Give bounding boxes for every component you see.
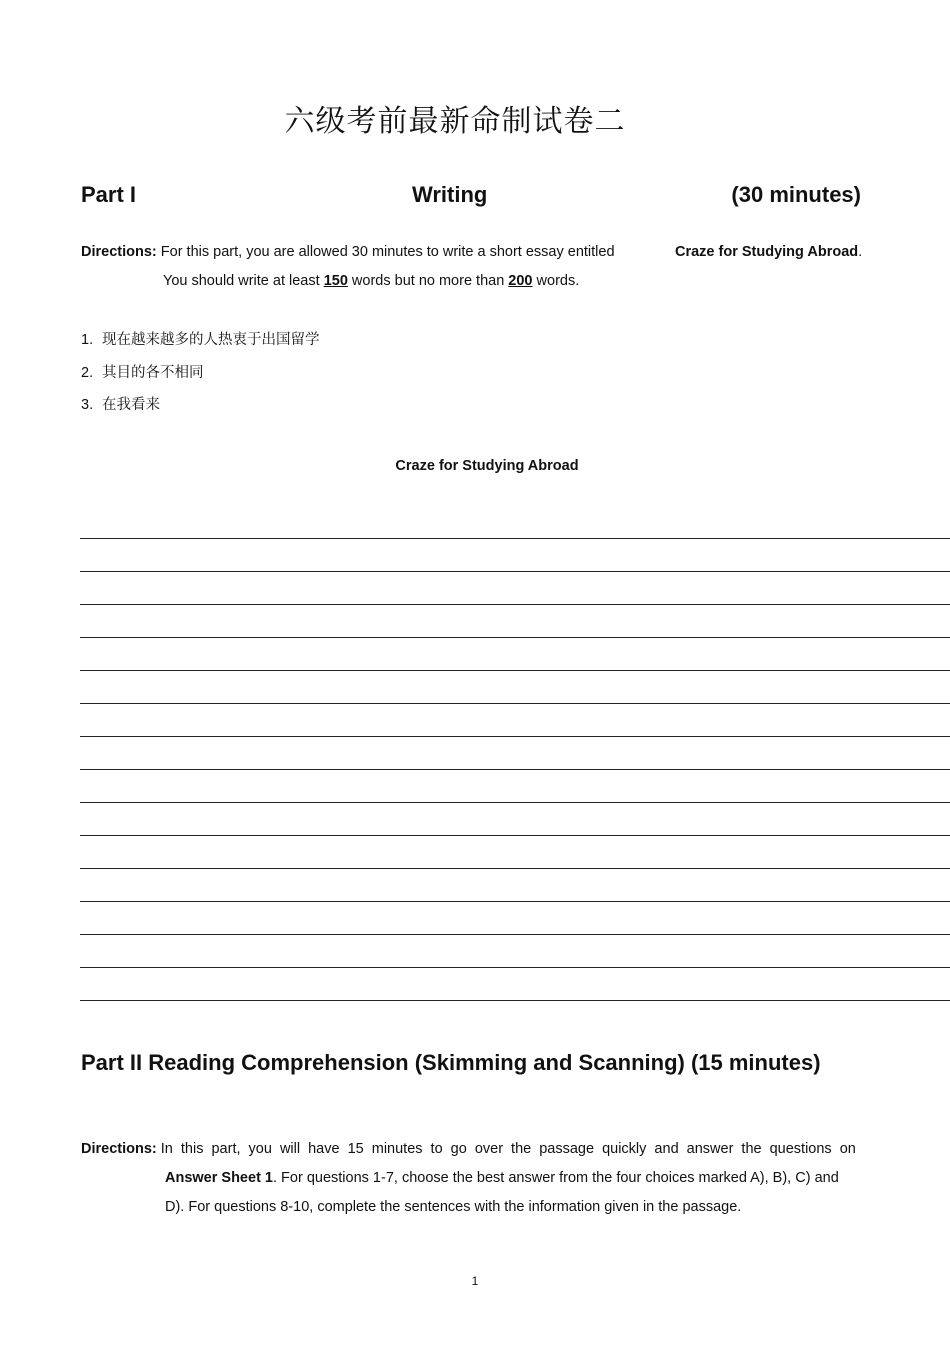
writing-line[interactable] (80, 835, 950, 836)
page-number: 1 (471, 1274, 479, 1288)
part-2-directions-line-1 (81, 1135, 871, 1164)
part-1-time: (30 minutes) (731, 182, 861, 207)
part-1-label: Part I (81, 182, 137, 207)
writing-line[interactable] (80, 637, 950, 638)
outline-item (81, 330, 320, 363)
writing-line[interactable] (80, 670, 950, 671)
writing-line[interactable] (80, 868, 950, 869)
writing-line[interactable] (80, 934, 950, 935)
directions-label: Directions: (81, 244, 157, 260)
part-2-directions-line-2 (165, 1164, 839, 1193)
directions-label: Directions: (81, 1141, 157, 1157)
essay-title: Craze for Studying Abroad (395, 458, 579, 474)
writing-line[interactable] (80, 901, 950, 902)
word-limit-post: words. (536, 273, 580, 289)
directions-text: . For questions 1-7, choose the best answer from the four choices marked A), B), C) and (273, 1170, 839, 1186)
exam-title: 六级考前最新命制试卷二 (284, 104, 626, 139)
writing-line[interactable] (80, 703, 950, 704)
writing-line[interactable] (80, 604, 950, 605)
outline-number: 1. (81, 332, 94, 348)
outline-text: 现在越来越多的人热衷于出国留学 (102, 332, 320, 348)
writing-line[interactable] (80, 538, 950, 539)
writing-line[interactable] (80, 571, 950, 572)
part-1-directions-line-2 (163, 267, 579, 296)
directions-text: D). For questions 8-10, complete the sentences with the information given in the passage. (165, 1199, 742, 1215)
max-words: 200 (508, 273, 533, 289)
part-1-name: Writing (412, 182, 488, 207)
writing-line[interactable] (80, 1000, 950, 1001)
topic-period: . (858, 244, 863, 260)
essay-outline (81, 330, 320, 428)
word-limit-pre: You should write at least (163, 273, 320, 289)
outline-text: 其目的各不相同 (102, 364, 204, 381)
writing-line[interactable] (80, 736, 950, 737)
answer-sheet-label: Answer Sheet 1 (165, 1170, 273, 1186)
part-1-directions-line-1 (81, 238, 615, 267)
outline-item (81, 363, 320, 396)
outline-item (81, 395, 320, 428)
min-words: 150 (323, 273, 348, 289)
part-2-heading: Part II Reading Comprehension (Skimming and Scanning) (15 minutes) (81, 1050, 821, 1075)
part-2-directions-line-3 (165, 1193, 741, 1222)
essay-topic: Craze for Studying Abroad (675, 244, 859, 260)
writing-line[interactable] (80, 769, 950, 770)
word-limit-mid: words but no more than (351, 273, 505, 289)
outline-text: 在我看来 (102, 397, 160, 413)
outline-number: 3. (81, 397, 94, 413)
directions-text: For this part, you are allowed 30 minutes to write a short essay entitled (160, 244, 615, 260)
directions-text: In this part, you will have 15 minutes to go over the passage quickly and answer the questions on (160, 1141, 856, 1157)
writing-line[interactable] (80, 802, 950, 803)
outline-number: 2. (81, 364, 94, 381)
part-1-topic (675, 238, 862, 267)
writing-line[interactable] (80, 967, 950, 968)
